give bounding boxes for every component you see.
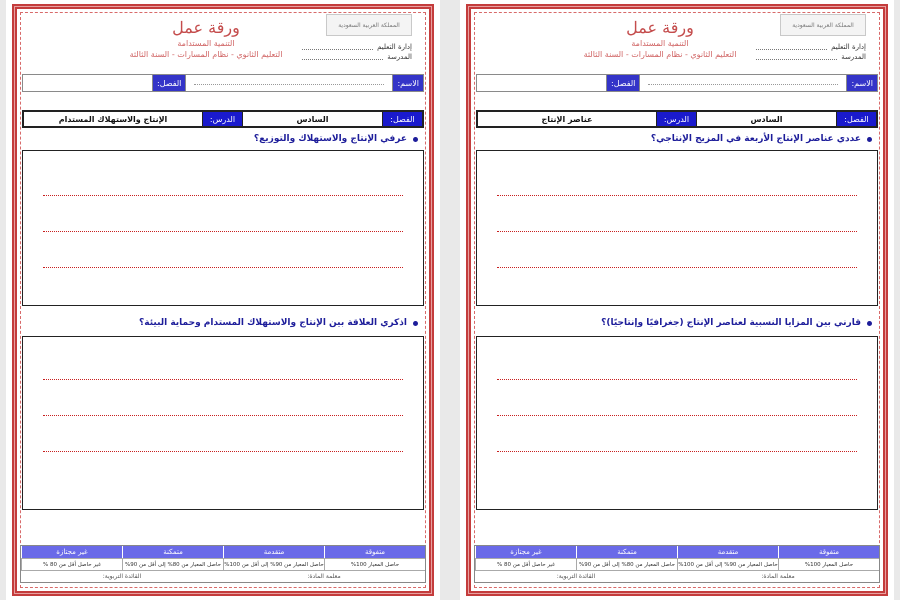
lesson-label: الدرس: [656, 112, 696, 126]
question-2: قارني بين المزايا النسبية لعناصر الإنتاج (جغرافيًا وإنتاجيًا)؟ [480, 318, 872, 328]
rubric-table: متفوقة متقدمة متمكنة غير مجتازة حاصل المعيار 100% حاصل المعيار من 90% إلى أقل من 100% حاصل المعيار من 80% إلى أقل من 90% غير حاصل أقل من 80 % معلمة المادة: القائدة التربوية: [474, 545, 880, 583]
name-label: الاسم: [393, 75, 423, 91]
subject-title: التنمية المستدامة [177, 39, 235, 48]
bullet-icon [867, 321, 872, 326]
chapter-value: السادس [696, 112, 836, 126]
grade-title: التعليم الثانوي - نظام المسارات - السنة الثالثة [129, 50, 283, 59]
lesson-value: الإنتاج والاستهلاك المستدام [24, 112, 202, 126]
ministry-logo: المملكة العربية السعودية [780, 14, 866, 36]
bullet-icon [413, 321, 418, 326]
lesson-info-row [22, 110, 424, 128]
name-field[interactable] [639, 75, 847, 91]
answer-box-1[interactable] [22, 150, 424, 306]
answer-box-1[interactable] [476, 150, 878, 306]
lesson-value: عناصر الإنتاج [478, 112, 656, 126]
name-field[interactable] [185, 75, 393, 91]
chapter-label: الفصل: [382, 112, 422, 126]
class-label: الفصل: [607, 75, 639, 91]
lesson-info-row [476, 110, 878, 128]
question-1: عددي عناصر الإنتاج الأربعة في المزيج الإنتاجي؟ [480, 134, 872, 144]
lesson-label: الدرس: [202, 112, 242, 126]
question-1: عرفي الإنتاج والاستهلاك والتوزيع؟ [26, 134, 418, 144]
rubric-table: متفوقة متقدمة متمكنة غير مجتازة حاصل المعيار 100% حاصل المعيار من 90% إلى أقل من 100% حاصل المعيار من 80% إلى أقل من 90% غير حاصل أقل من 80 % معلمة المادة: القائدة التربوية: [20, 545, 426, 583]
subject-title: التنمية المستدامة [631, 39, 689, 48]
worksheet-page-right [460, 0, 894, 600]
bullet-icon [413, 137, 418, 142]
school-meta: إدارة التعليم المدرسة [756, 42, 866, 62]
name-label: الاسم: [847, 75, 877, 91]
answer-box-2[interactable] [22, 336, 424, 510]
class-field[interactable] [477, 75, 607, 91]
bullet-icon [867, 137, 872, 142]
header [106, 18, 306, 59]
class-label: الفصل: [153, 75, 185, 91]
chapter-label: الفصل: [836, 112, 876, 126]
student-info-row [476, 74, 878, 92]
answer-box-2[interactable] [476, 336, 878, 510]
worksheet-page-left [6, 0, 440, 600]
student-info-row [22, 74, 424, 92]
grade-title: التعليم الثانوي - نظام المسارات - السنة الثالثة [583, 50, 737, 59]
page-title: ورقة عمل [172, 18, 240, 37]
question-2: اذكري العلاقة بين الإنتاج والاستهلاك المستدام وحماية البيئة؟ [26, 318, 418, 328]
page-title: ورقة عمل [626, 18, 694, 37]
school-meta: إدارة التعليم المدرسة [302, 42, 412, 62]
header [560, 18, 760, 59]
chapter-value: السادس [242, 112, 382, 126]
ministry-logo: المملكة العربية السعودية [326, 14, 412, 36]
class-field[interactable] [23, 75, 153, 91]
